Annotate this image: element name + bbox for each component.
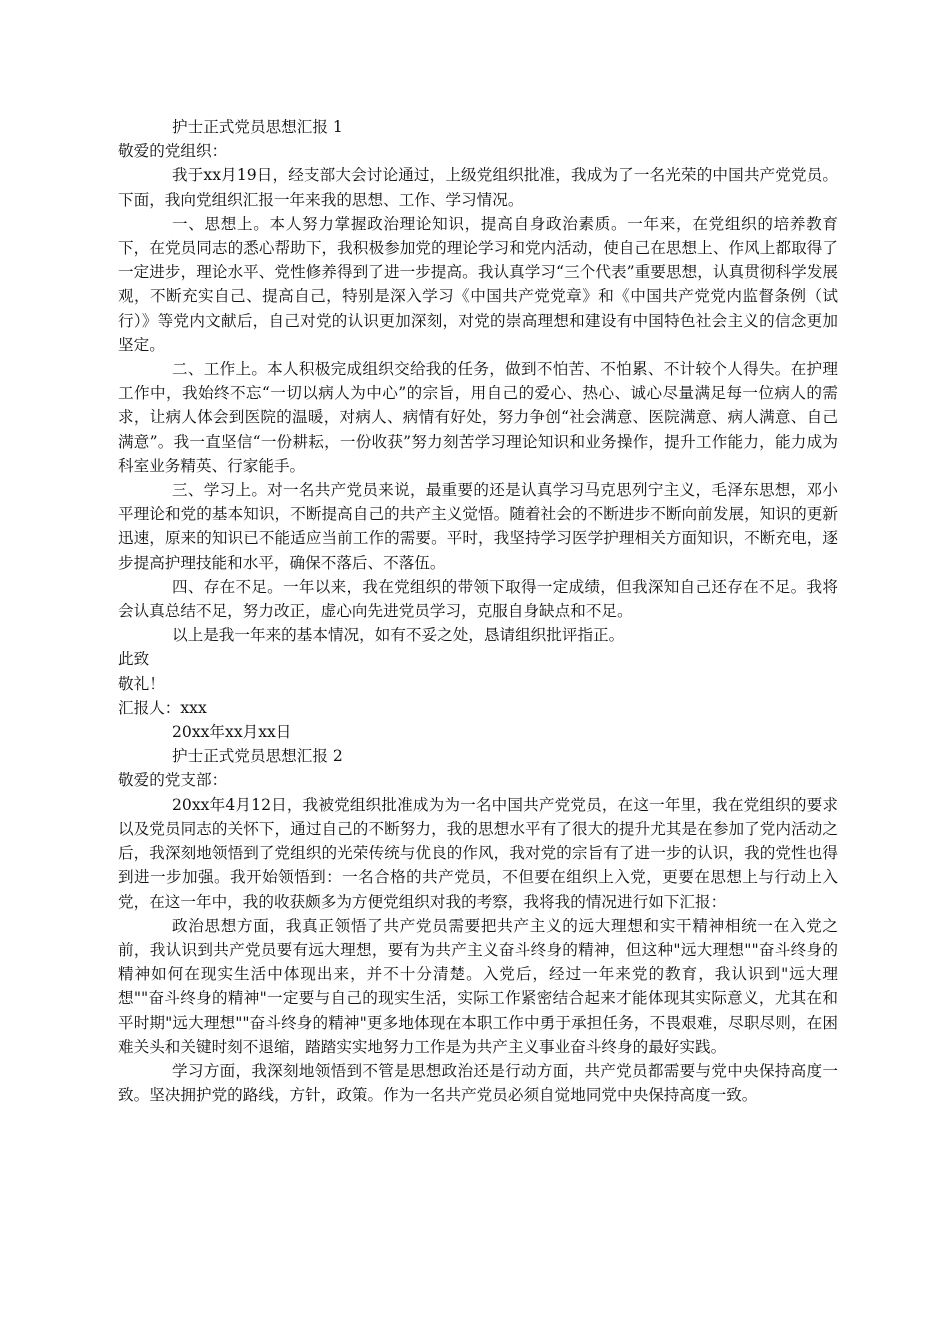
report-2-paragraph: 学习方面，我深刻地领悟到不管是思想政治还是行动方面，共产党员都需要与党中央保持高度一致。坚决拥护党的路线，方针，政策。作为一名共产党员必须自觉地同党中央保持高度一致。 xyxy=(118,1061,838,1105)
report-2-title: 护士正式党员思想汇报 2 xyxy=(172,747,343,766)
report-1-closing-2: 敬礼！ xyxy=(118,674,165,693)
report-1-salutation: 敬爱的党组织： xyxy=(118,142,228,161)
report-2-paragraph: 政治思想方面，我真正领悟了共产党员需要把共产主义的远大理想和实干精神相统一在入党之前，我认识到共产党员要有远大理想，要有为共产主义奋斗终身的精神，但这种"远大理想""奋斗终身的精神如何在现实生活中体现出来，并不十分清楚。入党后，经过一年来党的教育，我认识到"远大理想""奋斗终身的精神"一定要与自己的现实生活，实际工作紧密结合起来才能体现其实际意义，尤其在和平时期"远大理想""奋斗终身的精神"更多地体现在本职工作中勇于承担任务，不畏艰难，尽职尽则，在困难关头和关键时刻不退缩，踏踏实实地努力工作是为共产主义事业奋斗终身的最好实践。 xyxy=(118,916,838,1056)
report-1-paragraph: 四、存在不足。一年以来，我在党组织的带领下取得一定成绩，但我深知自己还存在不足。我将会认真总结不足，努力改正，虚心向先进党员学习，克服自身缺点和不足。 xyxy=(118,577,838,621)
report-1-closing-1: 此致 xyxy=(118,650,150,669)
report-1-reporter: 汇报人：xxx xyxy=(118,698,207,717)
document-body xyxy=(118,115,838,1107)
report-2-salutation: 敬爱的党支部： xyxy=(118,771,228,790)
report-1-paragraph: 三、学习上。对一名共产党员来说，最重要的还是认真学习马克思列宁主义，毛泽东思想，邓小平理论和党的基本知识，不断提高自己的共产主义觉悟。随着社会的不断进步不断向前发展，知识的更新迅速，原来的知识已不能适应当前工作的需要。平时，我坚持学习医学护理相关方面知识，不断充电，逐步提高护理技能和水平，确保不落后、不落伍。 xyxy=(118,481,838,572)
report-1-date: 20xx年xx月xx日 xyxy=(172,723,292,742)
report-1-paragraph: 以上是我一年来的基本情况，如有不妥之处，恳请组织批评指正。 xyxy=(172,626,625,645)
report-1-title: 护士正式党员思想汇报 1 xyxy=(172,118,343,136)
report-2-paragraph: 20xx年4月12日，我被党组织批准成为为一名中国共产党党员，在这一年里，我在党组织的要求以及党员同志的关怀下，通过自己的不断努力，我的思想水平有了很大的提升尤其是在参加了党内活动之后，我深刻地领悟到了党组织的光荣传统与优良的作风，我对党的宗旨有了进一步的认识，我的党性也得到进一步加强。我开始领悟到：一名合格的共产党员，不但要在组织上入党，更要在思想上与行动上入党，在这一年中，我的收获颇多为方便党组织对我的考察，我将我的情况进行如下汇报： xyxy=(118,795,838,911)
report-1-paragraph: 我于xx月19日，经支部大会讨论通过，上级党组织批准，我成为了一名光荣的中国共产党党员。下面，我向党组织汇报一年来我的思想、工作、学习情况。 xyxy=(118,166,838,209)
report-1-paragraph: 一、思想上。本人努力掌握政治理论知识，提高自身政治素质。一年来，在党组织的培养教育下，在党员同志的悉心帮助下，我积极参加党的理论学习和党内活动，使自己在思想上、作风上都取得了一定进步，理论水平、党性修养得到了进一步提高。我认真学习“三个代表”重要思想，认真贯彻科学发展观，不断充实自己、提高自己，特别是深入学习《中国共产党党章》和《中国共产党党内监督条例（试行）》等党内文献后，自己对党的认识更加深刻，对党的崇高理想和建设有中国特色社会主义的信念更加坚定。 xyxy=(118,214,838,354)
report-1-paragraph: 二、工作上。本人积极完成组织交给我的任务，做到不怕苦、不怕累、不计较个人得失。在护理工作中，我始终不忘“一切以病人为中心”的宗旨，用自己的爱心、热心、诚心尽量满足每一位病人的需求，让病人体会到医院的温暖，对病人、病情有好处，努力争创“社会满意、医院满意、病人满意、自己满意”。我一直坚信“一份耕耘，一份收获”努力刻苦学习理论知识和业务操作，提升工作能力，能力成为科室业务精英、行家能手。 xyxy=(118,360,838,475)
